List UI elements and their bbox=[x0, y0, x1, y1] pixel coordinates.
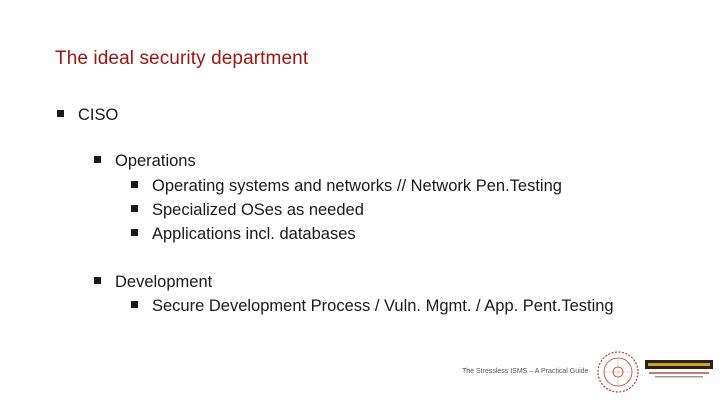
bullet-label: Operating systems and networks // Network Pen.Testing bbox=[152, 177, 562, 195]
bullet-item-specialized-oses bbox=[131, 201, 364, 220]
bullet-item-development bbox=[94, 273, 212, 292]
square-bullet-icon bbox=[94, 156, 101, 163]
square-bullet-icon bbox=[57, 110, 64, 117]
bullet-label: CISO bbox=[78, 106, 119, 124]
square-bullet-icon bbox=[131, 181, 138, 188]
bullet-item-os-networks bbox=[131, 177, 562, 196]
bullet-item-ciso bbox=[57, 106, 118, 125]
bullet-label: Operations bbox=[115, 152, 196, 170]
seal-logo-icon bbox=[596, 350, 640, 394]
bullet-label: Applications incl. databases bbox=[152, 225, 356, 243]
slide-title: The ideal security department bbox=[55, 48, 309, 69]
bullet-label: Secure Development Process / Vuln. Mgmt. / App. Pent.Testing bbox=[152, 297, 614, 315]
footer-text: The Stressless ISMS – A Practical Guide bbox=[462, 368, 589, 375]
bullet-item-applications bbox=[131, 225, 356, 244]
square-bullet-icon bbox=[131, 229, 138, 236]
bullet-label: Specialized OSes as needed bbox=[152, 201, 364, 219]
square-bullet-icon bbox=[94, 277, 101, 284]
bullet-item-secure-dev bbox=[131, 297, 614, 316]
square-bullet-icon bbox=[131, 205, 138, 212]
publisher-logo-icon bbox=[645, 360, 713, 380]
bullet-label: Development bbox=[115, 273, 213, 291]
square-bullet-icon bbox=[131, 301, 138, 308]
bullet-item-operations bbox=[94, 152, 196, 171]
